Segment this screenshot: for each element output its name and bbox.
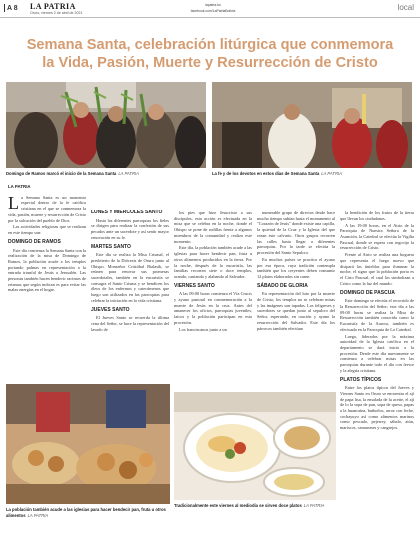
- paragraph: Este día comienza la Semana Santa con la realización de la misa de Domingo de Ramos, la población acude a los templos portando palmas en representación a la entrada triunfal de Jesús a Jerusalén. Las personas también hacen bendecir racimos de retamas que según indican es para evitar las malas energías en el hogar.: [8, 247, 86, 293]
- drop-cap: L: [8, 192, 19, 213]
- article-column-3: [174, 210, 252, 386]
- paragraph: En representación del luto por la muerte de Cristo, los templos no se celebran misas y las imágenes son tapadas. Los feligreses y sacerdotes se quedan junto al sepulcro del Señor, esperando, en oración y ayuno la resurrección del Salvador. Este día los párrocos también efectúan: [257, 291, 335, 331]
- photo-devotees: [212, 82, 412, 168]
- caption-devotees: La fe y de los devotos en estos días de Semana Santa LA PATRIA: [212, 171, 342, 176]
- byline: LA PATRIA: [8, 184, 31, 189]
- paragraph: la bendición de los frutos de la tierra que llevan los ciudadanos.: [340, 210, 414, 221]
- article-column-1: [8, 184, 86, 380]
- facebook-link[interactable]: facebook.com/LaPatriaBolivia: [190, 8, 236, 13]
- subheading-martes-santo: MARTES SANTO: [91, 243, 131, 250]
- paragraph: los pies que hizo Jesucristo a sus discípulos, esta acción es efectuada en la misa que se celebra en la noche, donde el Obispo se pone de rodillas frente a algunos miembros de la comunidad y realiza este momento.: [174, 210, 252, 244]
- paragraph: La Semana Santa es un momento especial dentro de la fe católica cristiana en el que se conmemora la vida, pasión, muerte y resurrección de Cristo por la salvación del pueblo de Dios.: [8, 192, 86, 223]
- article-column-5: [340, 210, 414, 530]
- website-link[interactable]: lapatria.bo: [205, 3, 221, 7]
- paragraph: A las 09:00 horas comienza el Vía Crucis y ayuno pastoral en conmemoración a la muerte de Jesús en la cruz. Antes del amanecer los oficios, parroquias juveniles, laicos y la población participan en esta procesión.: [174, 291, 252, 325]
- paragraph: Entre los platos típicos del Jueves y Viernes Santo en Oruro se encuentra el ají de papa lisa, la ensalada de la aceite, el ají de lo la sopa de pan, sopa de queso, papas a la huancaína, buñuelos, arroz con leche, cochayuyo así como alimentos marinos como pescado, pejerrey, sábalo, atún, mariscos, camarones y cangrejos.: [340, 385, 414, 431]
- section-name: local: [397, 3, 414, 12]
- paragraph: Este día se realiza la Misa Crismal, el presbiterio de la Diócesis de Oruro junto al Obispo, Monseñor Cristóbal Bialasik, se reúnen para renovar sus promesas sacerdotales, también en la eucaristía se consagra el Santo Crisma y se bendicen los óleos de los enfermos y catecúmenos que luego son utilizados en las parroquias para celebrar la iniciación en la vida cristiana.: [91, 252, 169, 303]
- headline: Semana Santa, celebración litúrgica que conmemora la Vida, Pasión, Muerte y Resurrección de Cristo: [26, 37, 394, 71]
- subheading-viernes-santo: VIERNES SANTO: [174, 282, 215, 289]
- subheading-domingo-ramos: DOMINGO DE RAMOS: [8, 238, 61, 245]
- caption-blessing-bread: La población también acude a las iglesias para hacer bendecir pan, fruta u otros alimentos LA PATRIA: [6, 507, 166, 518]
- paragraph: Este domingo se efectúa el recorrido de la Resurrección del Señor; este día a las 09:00 horas se realiza la Misa de Resurrección también conocida como la Eucaristía de la Aurora, también es efectuada en la Parroquia de La Catedral.: [340, 298, 414, 332]
- subheading-platos-tipicos: PLATOS TÍPICOS: [340, 376, 382, 383]
- paragraph: Los franciscanos junto a un: [179, 326, 227, 332]
- caption-palm-sunday: Domingo de Ramos marcó el inicio de la Semana Santa LA PATRIA: [6, 171, 139, 176]
- photo-blessing-bread: [6, 384, 170, 504]
- paragraph: Hasta las diferentes parroquias los fieles se dirigen para realizar la confesión de sus pecados ante un sacerdote y así sentir mayor renovación en su fe.: [91, 217, 169, 240]
- paragraph: Este día, la población también acude a las iglesias para hacer bendecir pan, fruta u otros alimentos producidos en la tierra. Por la noche, después de la eucaristía, las familias recorren siete o doce templos, orando, cantando y alabando al Salvador.: [174, 245, 252, 279]
- contact-info: [184, 3, 242, 14]
- paragraph: numerable grupo de directos desde hace mucho tiempo subían hasta el monumento al "Corazón de Jesús" donde existe una capilla, la quietud de la Cruz y la Iglesia del que rezan este calvario. Otros grupos recorren las calles hasta llegar a diferentes parroquias. Por la tarde se efectúa la procesión del Santo Sepulcro.: [257, 210, 335, 255]
- paragraph: En muchos países se practica el ayuno por esa época, cuya tradición contempla también que los creyentes deben consumir 12 platos elaborados sin carne.: [257, 256, 335, 279]
- subheading-domingo-pascua: DOMINGO DE PASCUA: [340, 289, 395, 296]
- article-column-4: [257, 210, 335, 386]
- paragraph: Las actividades religiosas que se realizan en este tiempo son:: [8, 224, 86, 236]
- photo-twelve-dishes: [174, 392, 336, 500]
- photo-palm-sunday: [6, 82, 206, 168]
- subheading-jueves-santo: JUEVES SANTO: [91, 306, 130, 313]
- issue-date: Oruro, viernes 2 de abril de 2021: [30, 11, 83, 15]
- subheading-sabado-gloria: SÁBADO DE GLORIA: [257, 282, 308, 289]
- newspaper-name: LA PATRIA: [30, 2, 76, 11]
- page-number: A 8: [4, 4, 18, 12]
- header-rule: [0, 17, 420, 18]
- article-column-2: [91, 210, 169, 380]
- subheading-lunes-miercoles: LUNES Y MIÉRCOLES SANTO: [91, 210, 163, 215]
- paragraph: Luego, liderados por la máxima autoridad de la Iglesia católica en el departamento se dará inicio a la procesión. Desde este día nuevamente se comienza a celebrar misas en las parroquias durante todo el día con fervor y la alegría cristiana.: [340, 333, 414, 373]
- paragraph: El Jueves Santo se recuerda la última cena del Señor, se hace la representación del lavado de: [91, 315, 169, 332]
- paragraph: A las 19:00 horas, en el Atrio de la Parroquia de Nuestra Señora de la Asunción, la Catedral se efectúa la Vigilia Pascual, donde se espera con regocijo la resurrección de Cristo.: [340, 222, 414, 251]
- caption-twelve-dishes: Tradicionalmente este viernes al mediodía se sirven doce platos LA PATRIA: [174, 503, 325, 508]
- paragraph: Frente al Atrio se realiza una hoguera que representa el fuego nuevo que disipará las tinieblas para iluminar la noche, el signo que la población porta es el Cirio Pascual, el cual los simbolizan a Cristo como la luz del mundo.: [340, 252, 414, 286]
